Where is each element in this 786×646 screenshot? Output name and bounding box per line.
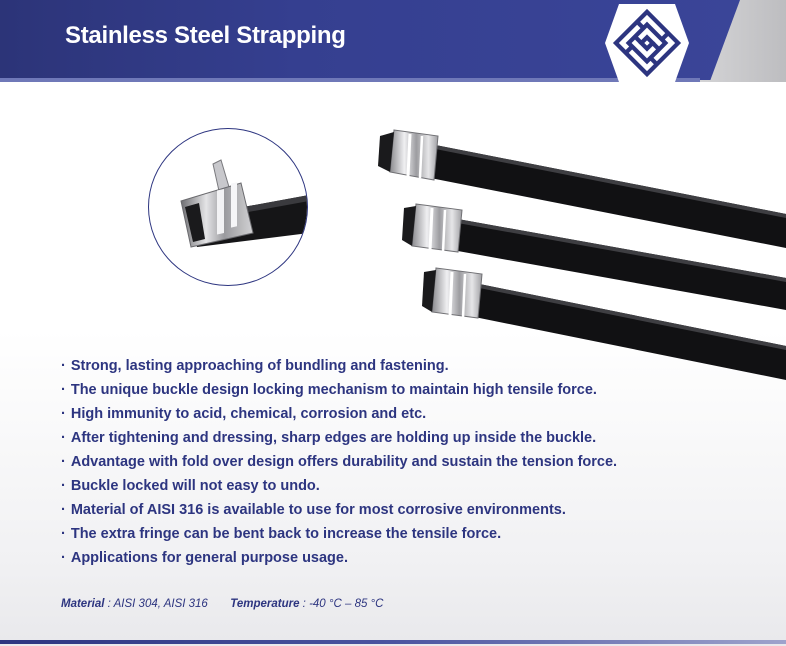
steel-straps-image — [370, 118, 786, 388]
material-label: Material — [61, 598, 105, 610]
feature-item: · Advantage with fold over design offers durability and sustain the tension force. — [61, 454, 618, 470]
feature-item: · The extra fringe can be bent back to increase the tensile force. — [61, 526, 502, 542]
bullet-icon: · — [61, 526, 66, 542]
bullet-icon: · — [61, 358, 66, 374]
feature-item: · After tightening and dressing, sharp edges are holding up inside the buckle. — [61, 430, 597, 446]
buckle-closeup-drawing — [149, 129, 308, 286]
feature-item: · Material of AISI 316 is available to use for most corrosive environments. — [61, 502, 566, 518]
bottom-bar — [0, 640, 786, 644]
feature-list — [61, 354, 617, 570]
spec-line — [61, 598, 383, 610]
feature-item: · The unique buckle design locking mechanism to maintain high tensile force. — [61, 382, 597, 398]
temperature-value: : -40 °C – 85 °C — [299, 598, 384, 610]
feature-item: · Buckle locked will not easy to undo. — [61, 478, 320, 494]
bullet-icon: · — [61, 502, 66, 518]
bullet-icon: · — [61, 406, 66, 422]
bullet-icon: · — [61, 430, 66, 446]
temperature-label: Temperature — [230, 598, 300, 610]
buckle-closeup-image — [148, 128, 308, 286]
feature-item: · High immunity to acid, chemical, corrosion and etc. — [61, 406, 427, 422]
feature-item: · Strong, lasting approaching of bundling and fastening. — [61, 358, 449, 374]
bullet-icon: · — [61, 550, 66, 566]
bullet-icon: · — [61, 478, 66, 494]
header-stripe — [0, 78, 700, 82]
page-title: Stainless Steel Strapping — [65, 22, 346, 49]
material-value: : AISI 304, AISI 316 — [104, 598, 208, 610]
bullet-icon: · — [61, 454, 66, 470]
header-banner — [0, 0, 786, 84]
feature-item: · Applications for general purpose usage. — [61, 550, 349, 566]
bullet-icon: · — [61, 382, 66, 398]
knot-logo-icon — [605, 4, 689, 82]
